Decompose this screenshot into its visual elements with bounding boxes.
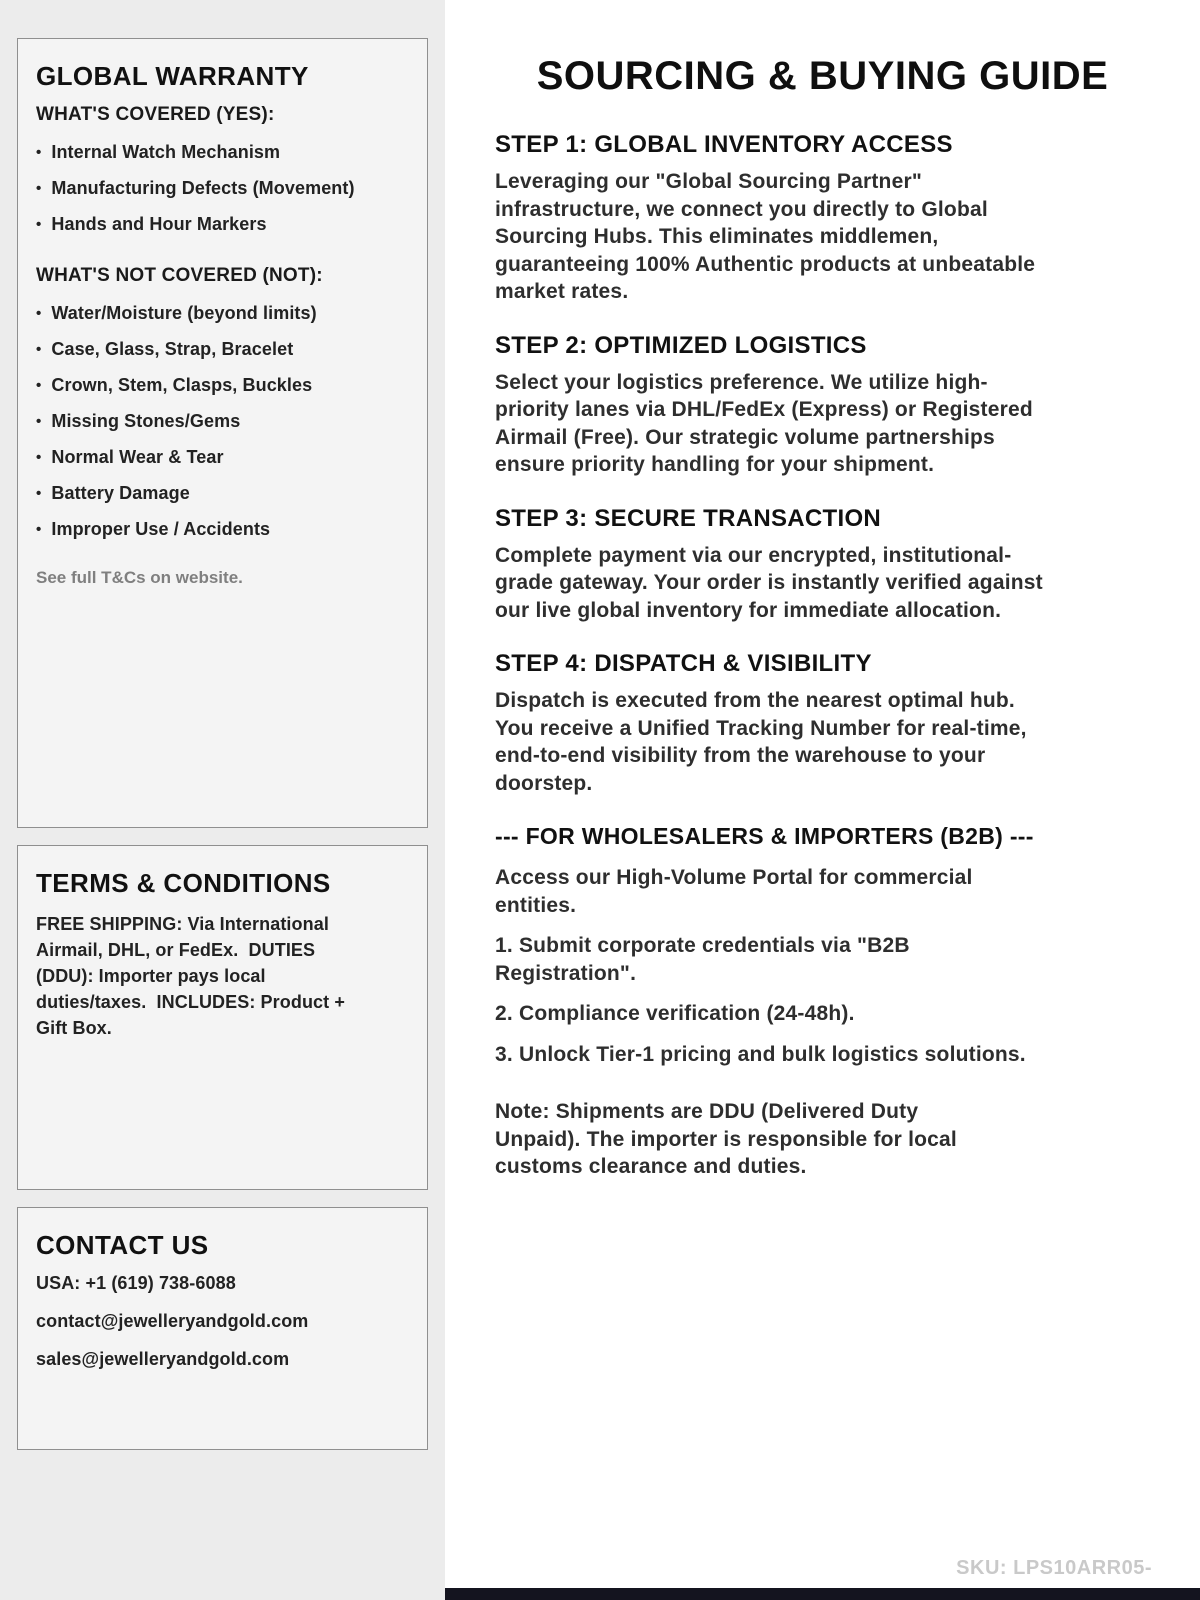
list-item: • Missing Stones/Gems — [36, 411, 409, 432]
list-item: • Battery Damage — [36, 483, 409, 504]
step-2-section — [495, 332, 1150, 479]
list-item: • Case, Glass, Strap, Bracelet — [36, 339, 409, 360]
step-1-body: Leveraging our "Global Sourcing Partner" infrastructure, we connect you directly to Global Sourcing Hubs. This eliminates middlemen, guaranteeing 100% Authentic products at unbeatable market rates. — [495, 170, 1036, 303]
b2b-step-1: 1. Submit corporate credentials via "B2B Registration". — [495, 934, 910, 985]
warranty-covered-heading: WHAT'S COVERED (YES): — [36, 104, 275, 125]
step-1-section — [495, 131, 1150, 306]
warranty-footnote: See full T&Cs on website. — [36, 568, 243, 587]
contact-title: CONTACT US — [36, 1230, 209, 1260]
contact-email-primary: contact@jewelleryandgold.com — [36, 1311, 309, 1331]
step-4-heading: STEP 4: DISPATCH & VISIBILITY — [495, 650, 872, 677]
sidebar — [0, 0, 445, 1600]
b2b-step-2: 2. Compliance verification (24-48h). — [495, 1002, 855, 1025]
step-2-body: Select your logistics preference. We utilize high-priority lanes via DHL/FedEx (Express) or Registered Airmail (Free). Our strategic volume partnerships ensure priority handling for your shipment. — [495, 370, 1033, 476]
page-title: SOURCING & BUYING GUIDE — [536, 54, 1109, 98]
b2b-ddu-note: Note: Shipments are DDU (Delivered Duty Unpaid). The importer is responsible for local customs clearance and duties. — [495, 1100, 957, 1178]
step-4-body: Dispatch is executed from the nearest optimal hub. You receive a Unified Tracking Number for real-time, end-to-end visibility from the warehouse to your doorstep. — [495, 689, 1027, 795]
step-4-section — [495, 650, 1150, 797]
contact-email-sales: sales@jewelleryandgold.com — [36, 1349, 290, 1369]
warranty-covered-list — [36, 142, 409, 235]
step-2-heading: STEP 2: OPTIMIZED LOGISTICS — [495, 331, 867, 359]
list-item: • Water/Moisture (beyond limits) — [36, 303, 409, 324]
step-3-section — [495, 505, 1150, 625]
terms-body: FREE SHIPPING: Via International Airmail, DHL, or FedEx. DUTIES (DDU): Importer pays local duties/taxes. INCLUDES: Product + Gift Box. — [36, 914, 351, 1039]
b2b-heading: --- FOR WHOLESALERS & IMPORTERS (B2B) --- — [495, 823, 1034, 849]
step-3-body: Complete payment via our encrypted, institutional-grade gateway. Your order is instantly verified against our live global inventory for immediate allocation. — [495, 543, 1043, 622]
warranty-not-covered-list — [36, 303, 409, 540]
terms-conditions-box — [17, 845, 428, 1190]
b2b-step-3: 3. Unlock Tier-1 pricing and bulk logistics solutions. — [495, 1042, 1026, 1066]
global-warranty-box — [17, 38, 428, 828]
list-item: • Normal Wear & Tear — [36, 447, 409, 468]
contact-us-box — [17, 1207, 428, 1450]
b2b-section — [495, 823, 1150, 1181]
warranty-not-covered-heading: WHAT'S NOT COVERED (NOT): — [36, 265, 323, 286]
terms-title: TERMS & CONDITIONS — [36, 868, 331, 898]
list-item: • Crown, Stem, Clasps, Buckles — [36, 375, 409, 396]
sourcing-guide-main — [445, 0, 1200, 1600]
list-item: • Internal Watch Mechanism — [36, 142, 409, 163]
b2b-intro: Access our High-Volume Portal for commercial entities. — [495, 866, 973, 917]
list-item: • Improper Use / Accidents — [36, 519, 409, 540]
step-1-heading: STEP 1: GLOBAL INVENTORY ACCESS — [495, 131, 953, 158]
sku-label: SKU: LPS10ARR05- — [956, 1557, 1152, 1579]
contact-phone: USA: +1 (619) 738-6088 — [36, 1273, 236, 1293]
step-3-heading: STEP 3: SECURE TRANSACTION — [495, 504, 882, 532]
warranty-title: GLOBAL WARRANTY — [36, 61, 309, 91]
list-item: • Manufacturing Defects (Movement) — [36, 178, 409, 199]
list-item: • Hands and Hour Markers — [36, 214, 409, 235]
bottom-divider — [445, 1588, 1200, 1600]
